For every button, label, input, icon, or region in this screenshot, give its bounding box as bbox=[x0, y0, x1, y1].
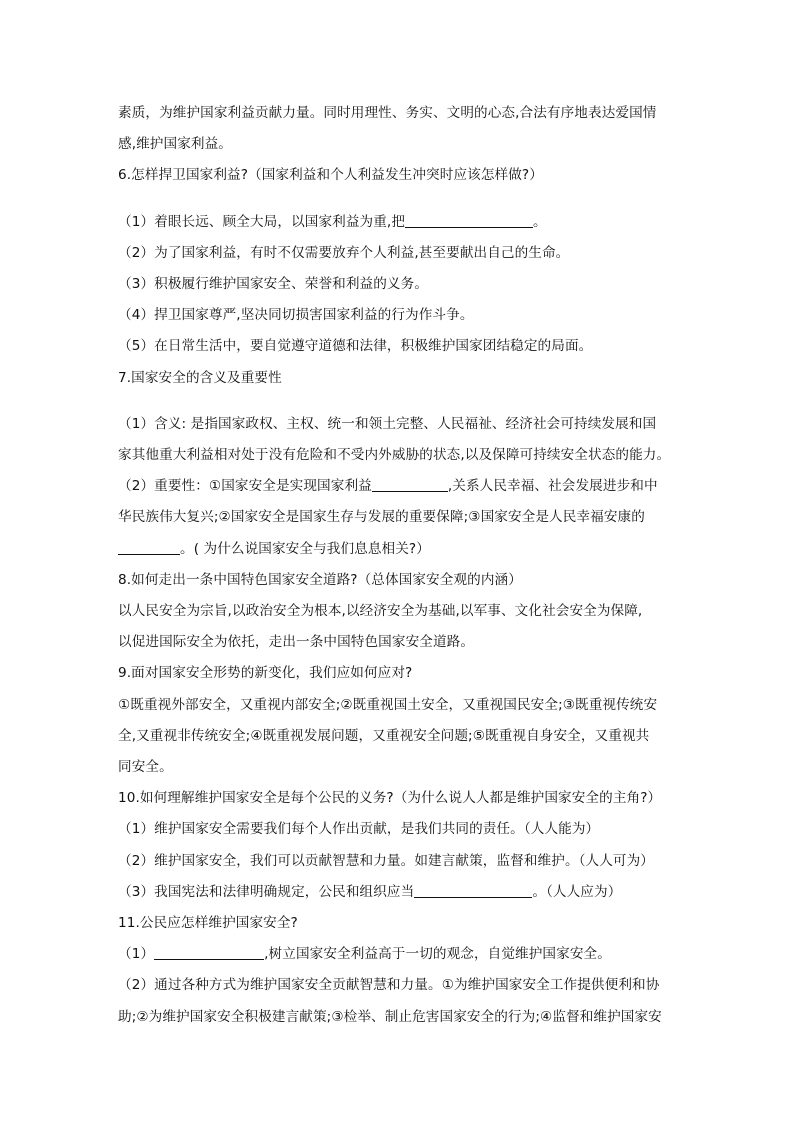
text-line bbox=[118, 939, 684, 970]
line-text: 助;②为维护国家安全积极建言献策;③检举、制止危害国家安全的行为;④监督和维护国家安 bbox=[118, 1008, 662, 1025]
fill-in-blank bbox=[414, 881, 532, 898]
text-line bbox=[118, 814, 684, 845]
line-text: 6.怎样捍卫国家利益?（国家利益和个人利益发生冲突时应该怎样做?） bbox=[118, 167, 543, 184]
line-text: ①既重视外部安全，又重视内部安全;②既重视国土安全，又重视国民安全;③既重视传统安 bbox=[118, 696, 658, 713]
document-body bbox=[118, 98, 684, 1033]
text-line bbox=[118, 596, 684, 627]
line-text-after-blank: ,关系人民幸福、社会发展进步和中 bbox=[447, 478, 658, 495]
line-text: 全,又重视非传统安全;④既重视发展问题，又重视安全问题;⑤既重视自身安全，又重视共 bbox=[118, 727, 650, 744]
line-text: （2）维护国家安全，我们可以贡献智慧和力量。如建言献策，监督和维护。（人人可为） bbox=[118, 852, 655, 869]
fill-in-blank bbox=[118, 538, 180, 555]
text-line bbox=[118, 207, 684, 238]
text-line bbox=[118, 752, 684, 783]
line-text: （3）我国宪法和法律明确规定，公民和组织应当 bbox=[118, 883, 415, 900]
text-line bbox=[118, 658, 684, 689]
line-text-after-blank: 。（人人应为） bbox=[532, 883, 622, 900]
text-line bbox=[118, 690, 684, 721]
text-line bbox=[118, 565, 684, 596]
text-line bbox=[118, 721, 684, 752]
line-text-after-blank: 。 bbox=[533, 213, 547, 230]
line-text-after-blank: ,树立国家安全利益高于一切的观念，自觉维护国家安全。 bbox=[264, 946, 611, 963]
line-text: 11.公民应怎样维护国家安全? bbox=[118, 915, 298, 932]
text-line bbox=[118, 409, 684, 440]
line-text: 华民族伟大复兴;②国家安全是国家生存与发展的重要保障;③国家安全是人民幸福安康的 bbox=[118, 509, 645, 526]
text-line bbox=[118, 908, 684, 939]
text-line bbox=[118, 783, 684, 814]
line-text: 以促进国际安全为依托，走出一条中国特色国家安全道路。 bbox=[118, 634, 475, 651]
line-text: 9.面对国家安全形势的新变化，我们应如何应对? bbox=[118, 665, 413, 682]
line-text: （5）在日常生活中，要自觉遵守道德和法律，积极维护国家团结稳定的局面。 bbox=[118, 338, 593, 355]
text-line bbox=[118, 238, 684, 269]
text-line bbox=[118, 129, 684, 160]
paragraph-gap bbox=[118, 394, 684, 409]
text-line bbox=[118, 877, 684, 908]
fill-in-blank bbox=[405, 211, 533, 228]
text-line bbox=[118, 160, 684, 191]
line-text: （1） bbox=[118, 946, 155, 963]
text-line bbox=[118, 269, 684, 300]
text-line bbox=[118, 98, 684, 129]
line-text-after-blank: 。( 为什么说国家安全与我们息息相关?） bbox=[180, 540, 430, 557]
line-text: （2）重要性：①国家安全是实现国家利益 bbox=[118, 478, 372, 495]
text-line bbox=[118, 300, 684, 331]
line-text: 7.国家安全的含义及重要性 bbox=[118, 369, 282, 386]
line-text: （2）为了国家利益，有时不仅需要放弃个人利益,甚至要献出自己的生命。 bbox=[118, 244, 570, 261]
line-text: （4）捍卫国家尊严,坚决同切损害国家利益的行为作斗争。 bbox=[118, 307, 474, 324]
line-text: 感,维护国家利益。 bbox=[118, 136, 232, 153]
text-line bbox=[118, 627, 684, 658]
line-text: （1）维护国家安全需要我们每个人作出贡献，是我们共同的责任。（人人能为） bbox=[118, 821, 600, 838]
line-text: 素质，为维护国家利益贡献力量。同时用理性、务实、文明的心态,合法有序地表达爱国情 bbox=[118, 105, 657, 121]
line-text: （1）着眼长远、顾全大局，以国家利益为重,把 bbox=[118, 213, 406, 230]
text-line bbox=[118, 846, 684, 877]
text-line bbox=[118, 502, 684, 533]
line-text: （1）含义: 是指国家政权、主权、统一和领土完整、人民福祉、经济社会可持续发展和国 bbox=[118, 415, 657, 432]
line-text: （2）通过各种方式为维护国家安全贡献智慧和力量。①为维护国家安全工作提供便利和协 bbox=[118, 977, 660, 994]
paragraph-gap bbox=[118, 192, 684, 207]
text-line bbox=[118, 534, 684, 565]
text-line bbox=[118, 331, 684, 362]
text-line bbox=[118, 1002, 684, 1033]
line-text: 同安全。 bbox=[118, 759, 173, 776]
line-text: 家其他重大利益相对处于没有危险和不受内外威胁的状态,以及保障可持续安全状态的能力。 bbox=[118, 447, 671, 464]
text-line bbox=[118, 970, 684, 1001]
text-line bbox=[118, 440, 684, 471]
line-text: 8.如何走出一条中国特色国家安全道路?（总体国家安全观的内涵） bbox=[118, 571, 522, 588]
text-line bbox=[118, 471, 684, 502]
line-text: （3）积极履行维护国家安全、荣誉和利益的义务。 bbox=[118, 276, 429, 293]
fill-in-blank bbox=[154, 943, 264, 960]
line-text: 以人民安全为宗旨,以政治安全为根本,以经济安全为基础,以军事、文化社会安全为保障, bbox=[118, 603, 643, 620]
fill-in-blank bbox=[372, 475, 448, 492]
text-line bbox=[118, 363, 684, 394]
line-text: 10.如何理解维护国家安全是每个公民的义务?（为什么说人人都是维护国家安全的主角?） bbox=[118, 790, 662, 807]
